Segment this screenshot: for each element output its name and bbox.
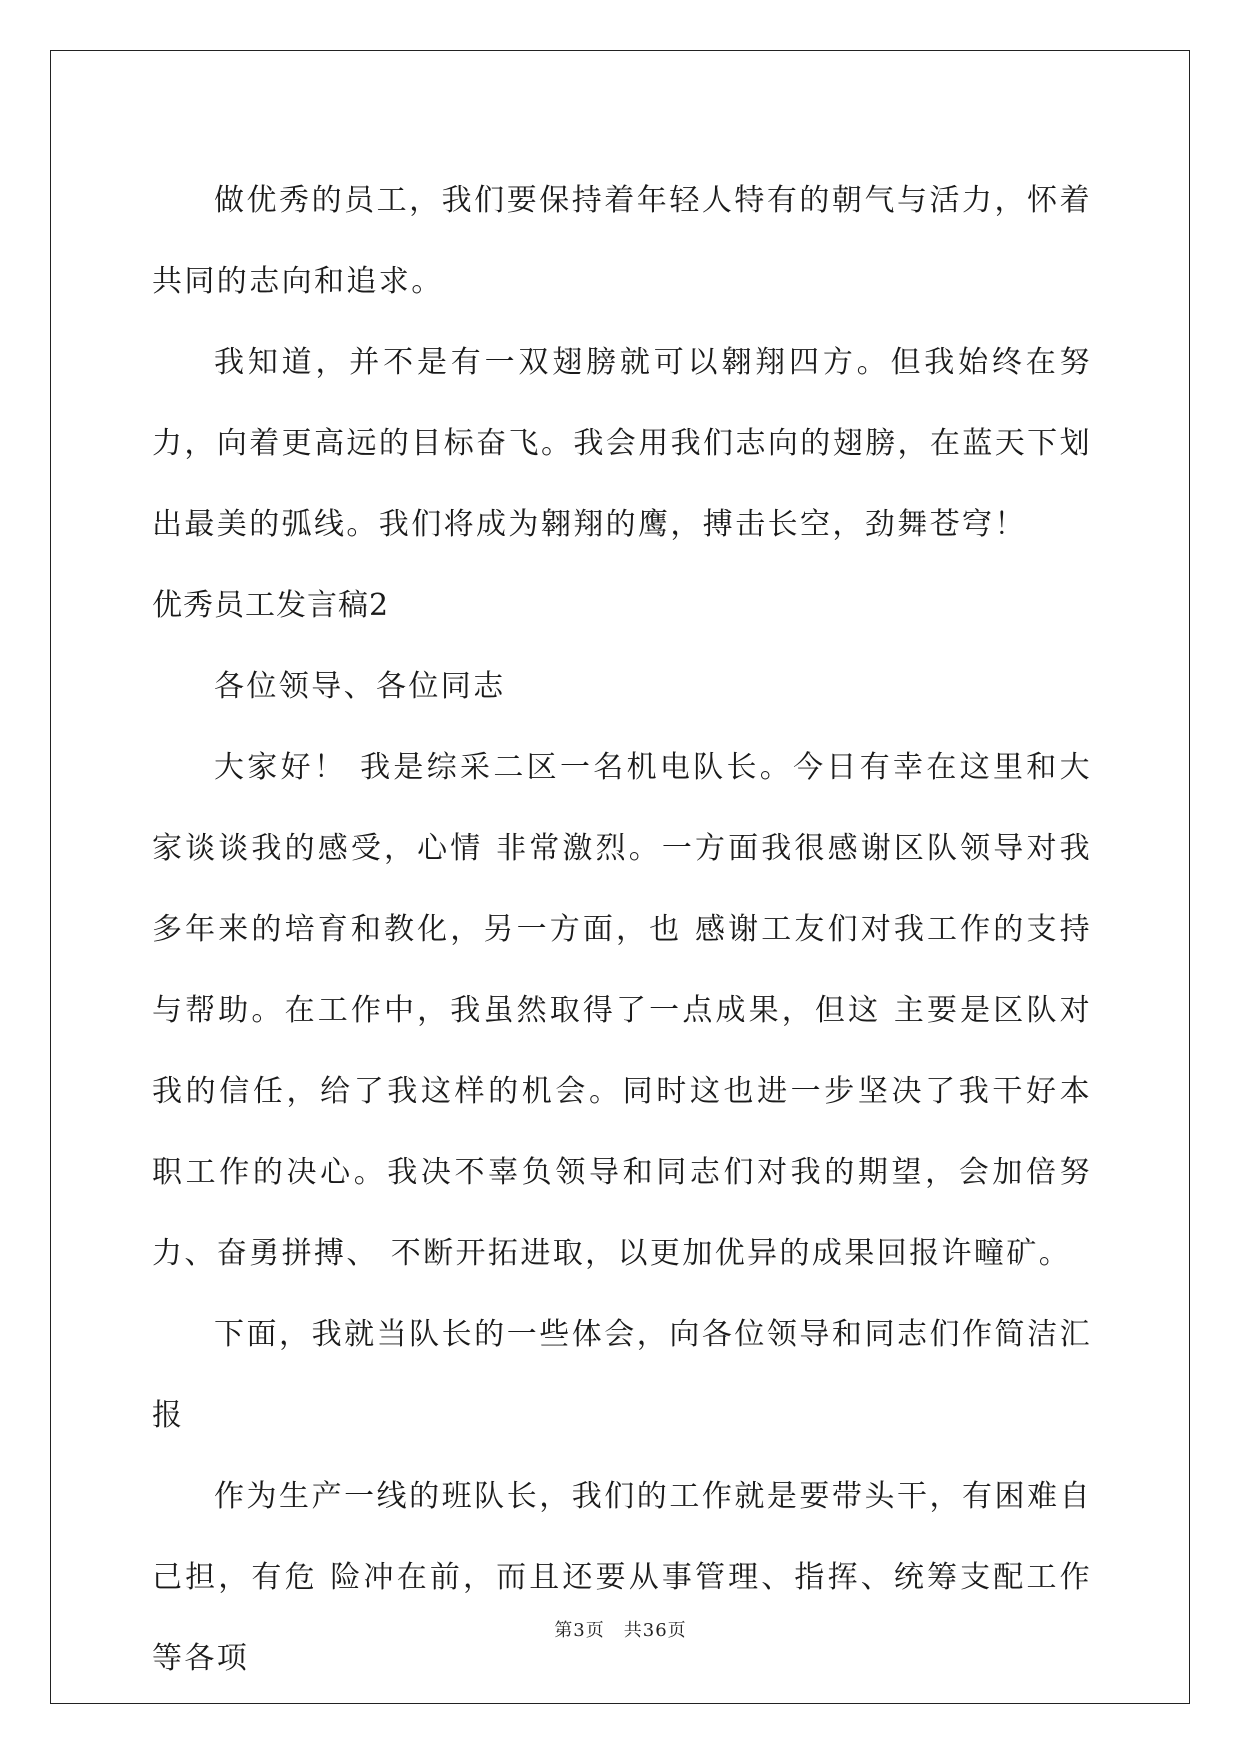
document-body xyxy=(152,160,1092,1699)
page-number-footer: 第3页 共36页 xyxy=(554,1620,687,1641)
paragraph: 做优秀的员工，我们要保持着年轻人特有的朝气与活力，怀着共同的志向和追求。 xyxy=(152,183,1092,299)
section-heading: 优秀员工发言稿2 xyxy=(152,588,390,623)
paragraph: 下面，我就当队长的一些体会，向各位领导和同志们作简洁汇报 xyxy=(152,1317,1092,1433)
paragraph: 作为生产一线的班队长，我们的工作就是要带头干，有困难自己担，有危 险冲在前，而且还要从事管理、指挥、统筹支配工作等各项 xyxy=(152,1479,1092,1676)
paragraph: 我知道，并不是有一双翅膀就可以翱翔四方。但我始终在努力，向着更高远的目标奋飞。我会用我们志向的翅膀，在蓝天下划出最美的弧线。我们将成为翱翔的鹰，搏击长空，劲舞苍穹！ xyxy=(152,345,1092,542)
paragraph: 大家好！ 我是综采二区一名机电队长。今日有幸在这里和大家谈谈我的感受，心情 非常激烈。一方面我很感谢区队领导对我多年来的培育和教化，另一方面，也 感谢工友们对我工作的支持与帮助。在工作中，我虽然取得了一点成果，但这 主要是区队对我的信任，给了我这样的机会。同时这也进一步坚决了我干好本 职工作的决心。我决不辜负领导和同志们对我的期望，会加倍努力、奋勇拼搏、 不断开拓进取，以更加优异的成果回报许疃矿。 xyxy=(152,750,1092,1271)
salutation: 各位领导、各位同志 xyxy=(214,669,506,704)
